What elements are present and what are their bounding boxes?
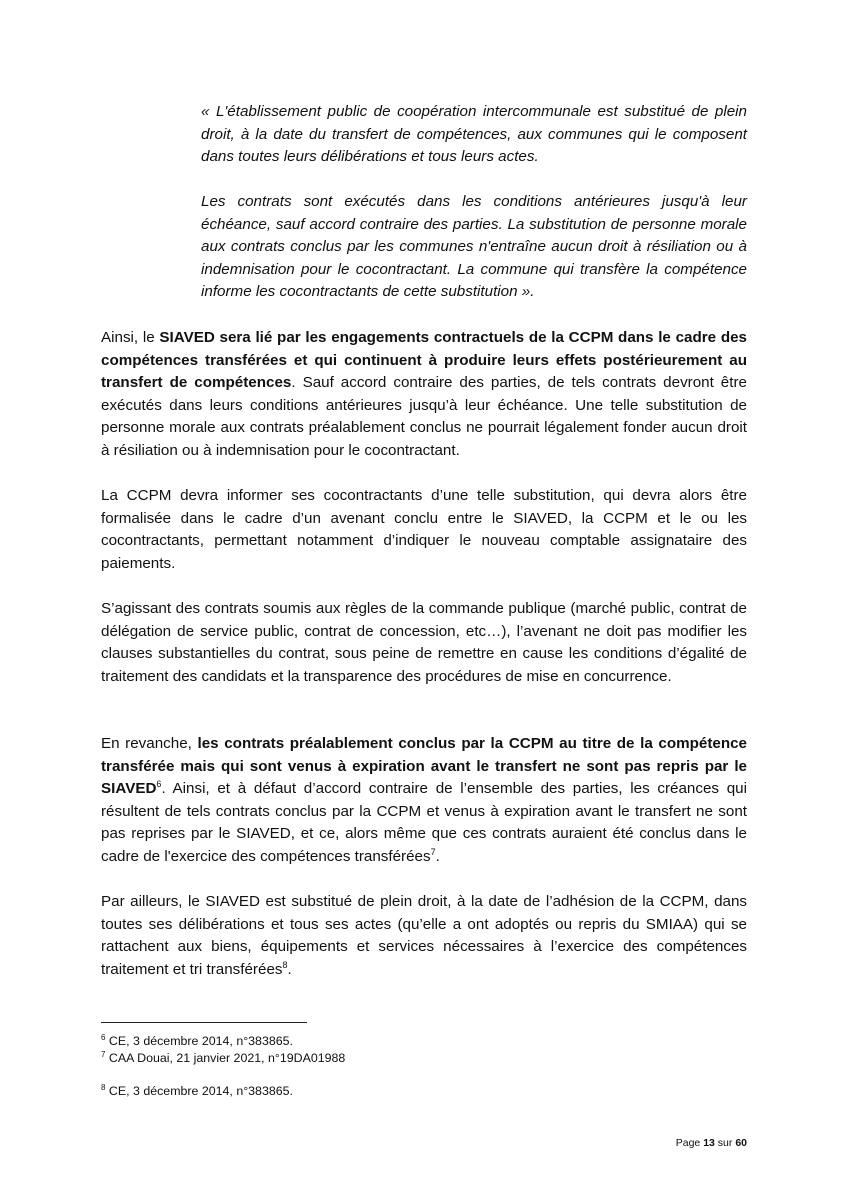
footnote-ref-6: 6 xyxy=(156,779,162,790)
total-pages: 60 xyxy=(735,1137,747,1149)
paragraph-substitution: La CCPM devra informer ses cocontractants d’une telle substitution, qui devra alors être formalisée dans le cadre d’un avenant conclu entre le SIAVED, la CCPM et le ou les cocontractants, permettant notamment d’indiquer le nouveau comptable assignataire des paiements. xyxy=(101,487,747,572)
paragraph-contrats-expires xyxy=(101,733,747,869)
quote-paragraph-1: « L'établissement public de coopération intercommunale est substitué de plein droit, à la date du transfert de compétences, aux communes qui le composent dans toutes leurs délibérations et tous leurs actes. xyxy=(201,103,747,166)
footnote-number: 6 xyxy=(101,1033,106,1042)
paragraph-engagements xyxy=(101,327,747,463)
paragraph-text: . Ainsi, et à défaut d’accord contraire de l’ensemble des parties, les créances qui résultent de tels contrats conclus par la CCPM et venus à expiration avant le transfert ne sont pas reprises par le SIAVED, et ce, alors même que ces contrats auraient été conclus dans le cadre de l'exercice des compétences transférées xyxy=(101,780,747,865)
footnote-number: 8 xyxy=(101,1083,106,1092)
footnote-8 xyxy=(101,1083,701,1099)
paragraph-text: . xyxy=(435,847,440,865)
paragraph-text: Ainsi, le xyxy=(101,329,160,346)
footnote-number: 7 xyxy=(101,1050,106,1059)
paragraph-text: En revanche, xyxy=(101,735,198,752)
paragraph-text: . Sauf accord contraire des parties, de tels contrats devront être exécutés dans leurs conditions antérieures jusqu’à leur échéance. Une telle substitution de personne morale aux contrats préalablement conclus ne pourrait légalement fonder aucun droit à résiliation ou à indemnisation pour le cocontractant. xyxy=(101,374,747,459)
footnote-6 xyxy=(101,1033,701,1049)
footnote-ref-8: 8 xyxy=(282,959,288,970)
footnote-ref-7: 7 xyxy=(430,846,436,857)
page-separator: sur xyxy=(714,1137,736,1149)
paragraph-commande-publique: S’agissant des contrats soumis aux règles de la commande publique (marché public, contrat de délégation de service public, contrat de concession, etc…), l’avenant ne doit pas modifier les clauses substantielles du contrat, sous peine de remettre en cause les conditions d’égalité de traitement des candidats et la transparence des procédures de mise en concurrence. xyxy=(101,600,747,685)
paragraph-text: . xyxy=(287,960,292,978)
footnote-text: CE, 3 décembre 2014, n°383865. xyxy=(105,1084,293,1098)
paragraph-text: Par ailleurs, le SIAVED est substitué de plein droit, à la date de l’adhésion de la CCPM, dans toutes ses délibérations et tous ses actes (qu’elle a ont adoptés ou repris du SMIAA) qui se rattachent aux biens, équipements et services nécessaires à l’exercice des compétences traitement et tri transférées xyxy=(101,893,747,978)
bold-emphasis: SIAVED sera lié par les engagements contractuels de la CCPM dans le cadre des compétences transférées et qui continuent à produire leurs effets postérieurement au transfert de compétences xyxy=(101,329,747,392)
page-prefix: Page xyxy=(675,1137,704,1149)
page-number xyxy=(676,1136,747,1150)
footnote-text: CAA Douai, 21 janvier 2021, n°19DA01988 xyxy=(105,1051,346,1065)
footnote-text: CE, 3 décembre 2014, n°383865. xyxy=(105,1034,293,1048)
footnote-separator xyxy=(101,1022,307,1023)
bold-emphasis: les contrats préalablement conclus par la CCPM au titre de la compétence transférée mais qui sont venus à expiration avant le transfert ne sont pas repris par le SIAVED xyxy=(101,735,748,798)
quote-paragraph-2: Les contrats sont exécutés dans les conditions antérieures jusqu'à leur échéance, sauf accord contraire des parties. La substitution de personne morale aux contrats conclus par les communes n'entraîne aucun droit à résiliation ou à indemnisation pour le cocontractant. La commune qui transfère la compétence informe les cocontractants de cette substitution ». xyxy=(201,193,747,301)
current-page: 13 xyxy=(703,1137,715,1149)
footnote-7 xyxy=(101,1050,701,1066)
paragraph-deliberations xyxy=(101,891,747,981)
